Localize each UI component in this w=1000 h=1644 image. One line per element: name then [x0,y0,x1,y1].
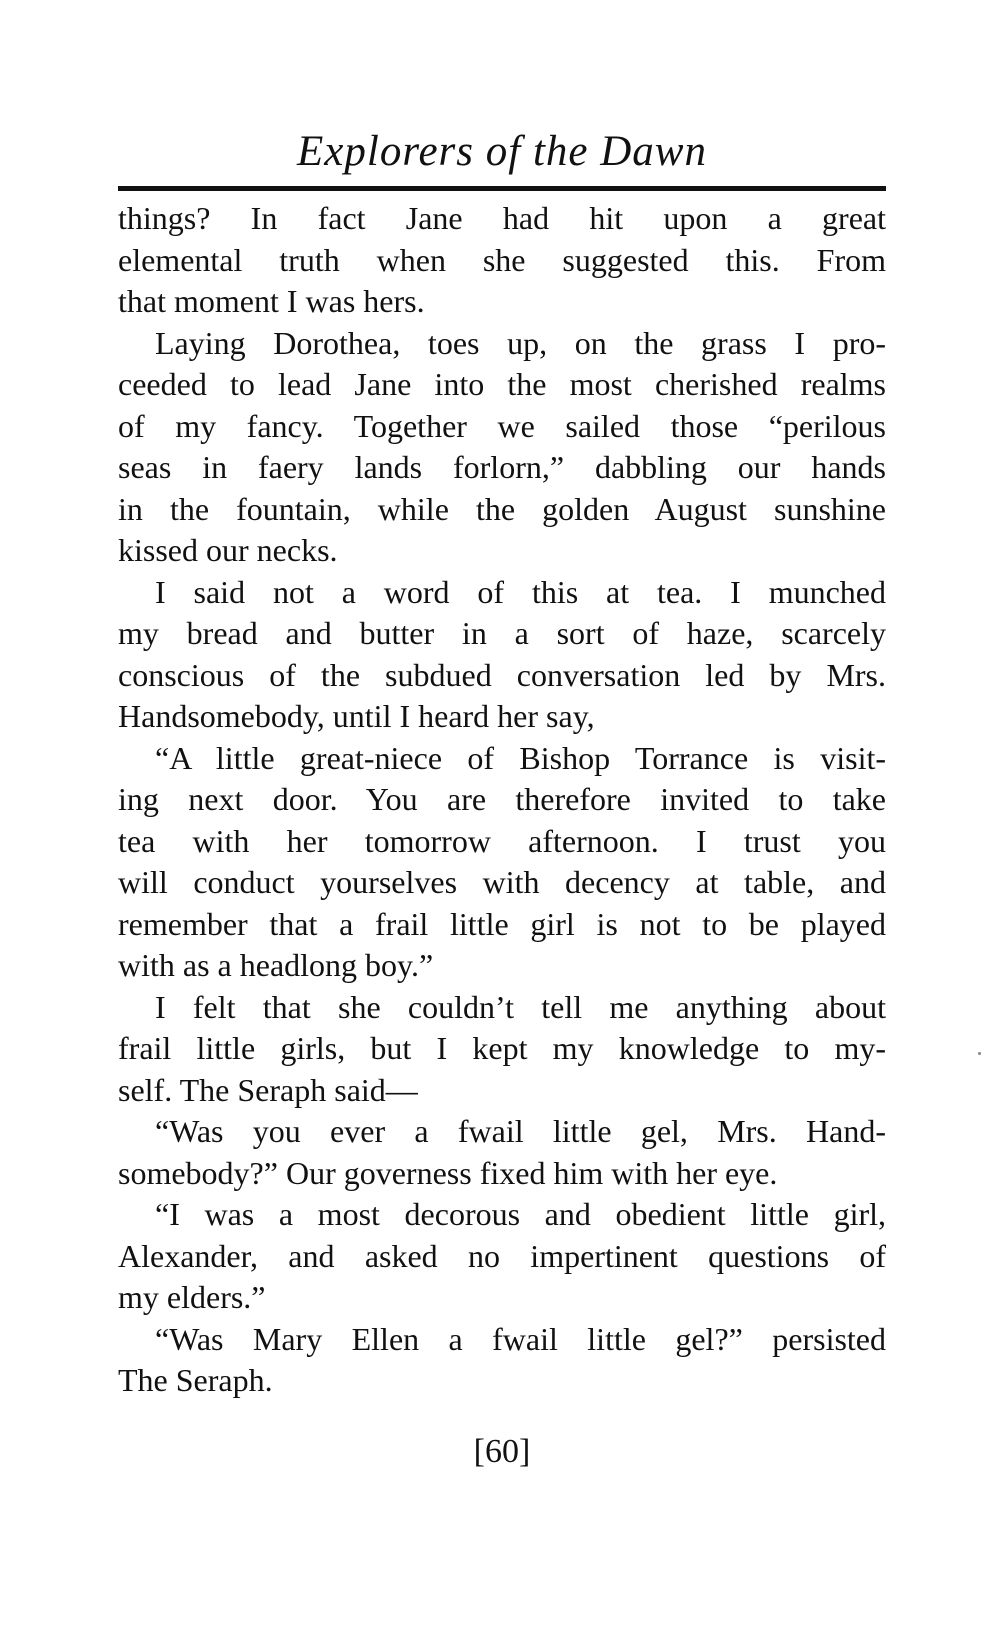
text-line: remember that a frail little girl is not to be played [118,905,886,942]
text-line: elemental truth when she suggested this. From [118,241,886,278]
text-line: The Seraph. [118,1362,273,1398]
text-line: frail little girls, but I kept my knowledge to my- [118,1030,886,1066]
body-text [118,198,886,1402]
text-line: “Was you ever a fwail little gel, Mrs. Hand- [155,1113,886,1149]
page-number: [60] [473,1433,531,1470]
text-line: will conduct yourselves with decency at table, and [118,864,886,900]
text-line: in the fountain, while the golden August sunshine [118,490,886,527]
text-line: ing next door. You are therefore invited to take [118,781,886,817]
text-line: Laying Dorothea, toes up, on the grass I pro- [155,324,886,361]
text-line: my bread and butter in a sort of haze, scarcely [118,615,886,651]
text-line: “I was a most decorous and obedient little girl, [155,1196,886,1232]
text-line: seas in faery lands forlorn,” dabbling our hands [118,449,886,485]
text-line: somebody?” Our governess fixed him with her eye. [118,1154,778,1191]
text-line: of my fancy. Together we sailed those “perilous [118,407,886,444]
text-line: tea with her tomorrow afternoon. I trust you [118,822,886,859]
text-line: kissed our necks. [118,532,338,568]
text-line: “Was Mary Ellen a fwail little gel?” persisted [155,1320,886,1357]
running-title: Explorers of the Dawn [297,128,707,175]
text-line: my elders.” [118,1279,266,1315]
text-line: self. The Seraph said— [118,1071,418,1108]
text-line: conscious of the subdued conversation led by Mrs. [118,656,886,693]
text-line: Alexander, and asked no impertinent questions of [118,1237,886,1274]
text-line: “A little great-niece of Bishop Torrance is visit- [155,739,886,776]
text-line: that moment I was hers. [118,283,425,319]
margin-speck [978,1052,981,1055]
text-line: with as a headlong boy.” [118,947,434,983]
text-line: ceeded to lead Jane into the most cherished realms [118,366,886,402]
text-line: I felt that she couldn’t tell me anything about [155,988,886,1025]
text-line: I said not a word of this at tea. I munched [155,573,886,610]
header-rule [118,186,886,191]
text-line: things? In fact Jane had hit upon a great [118,200,886,236]
text-line: Handsomebody, until I heard her say, [118,698,595,734]
